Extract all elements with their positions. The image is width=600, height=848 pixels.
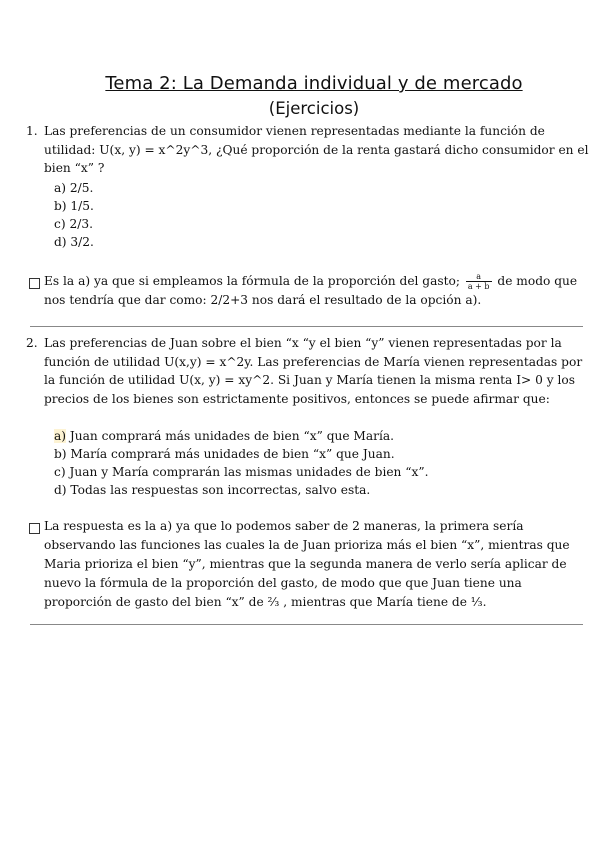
question-number: 2. [26, 336, 38, 350]
option-d: d) 3/2. [54, 234, 94, 249]
option-b: b) 1/5. [54, 198, 94, 213]
divider [30, 624, 583, 625]
checkbox-bullet-icon [29, 523, 40, 534]
divider [30, 326, 583, 327]
answer-text-before: Es la a) ya que si empleamos la fórmula de la proporción del gasto; [44, 274, 464, 288]
option-a [44, 427, 589, 445]
option-letter: b) [54, 447, 67, 461]
question-2 [26, 334, 589, 499]
option-text: María comprará más unidades de bien “x” que Juan. [66, 447, 395, 461]
answer-2: La respuesta es la a) ya que lo podemos saber de 2 maneras, la primera sería observando las funciones las cuales la de Juan prioriza más el bien “x”, mientras que Maria prioriza el bien “y”, mientras que la segunda manera de verlo sería aplicar de nuevo la fórmula de la proporción del gasto, de modo que que Juan tiene una proporción de gasto del bien “x” de ⅔ , mientras que María tiene de ⅓. [44, 519, 570, 609]
question-1 [26, 122, 589, 251]
question-text: Las preferencias de un consumidor vienen representadas mediante la función de utilidad: U(x, y) = x^2y^3, ¿Qué proporción de la renta gastará dicho consumidor en el bien “x” ? [44, 124, 589, 175]
option-text: Todas las respuestas son incorrectas, salvo esta. [66, 483, 371, 497]
option-d [44, 481, 589, 499]
answer-1 [44, 272, 589, 310]
option-b [44, 445, 589, 463]
option-c [44, 463, 589, 481]
option-a: a) 2/5. [54, 180, 94, 195]
fraction-denominator: a + b [467, 282, 490, 291]
option-letter: a) [54, 429, 67, 443]
question-text: Las preferencias de Juan sobre el bien “x “y el bien “y” vienen representadas por la función de utilidad U(x,y) = x^2y. Las preferencias de María vienen representadas por la función de utilidad U(x, y) = xy^2. Si Juan y María tienen la misma renta I> 0 y los precios de los bienes son estrictamente positivos, entonces se puede afirmar que: [44, 336, 583, 406]
option-letter: c) [54, 465, 66, 479]
option-text: Juan comprará más unidades de bien “x” que María. [66, 429, 395, 443]
option-c: c) 2/3. [54, 216, 93, 231]
options-list [44, 179, 589, 251]
options-list [44, 427, 589, 499]
question-number: 1. [26, 124, 38, 138]
fraction [466, 272, 492, 291]
option-text: Juan y María comprarán las mismas unidades de bien “x”. [65, 465, 429, 479]
answer-text-after: de modo que nos tendría que dar como: 2/2+3 nos dará el resultado de la opción a). [44, 274, 578, 307]
fraction-numerator: a [466, 272, 492, 282]
page-title: Tema 2: La Demanda individual y de mercado [105, 73, 523, 94]
checkbox-bullet-icon [29, 278, 40, 289]
option-letter: d) [54, 483, 67, 497]
page-subtitle: (Ejercicios) [268, 99, 360, 118]
